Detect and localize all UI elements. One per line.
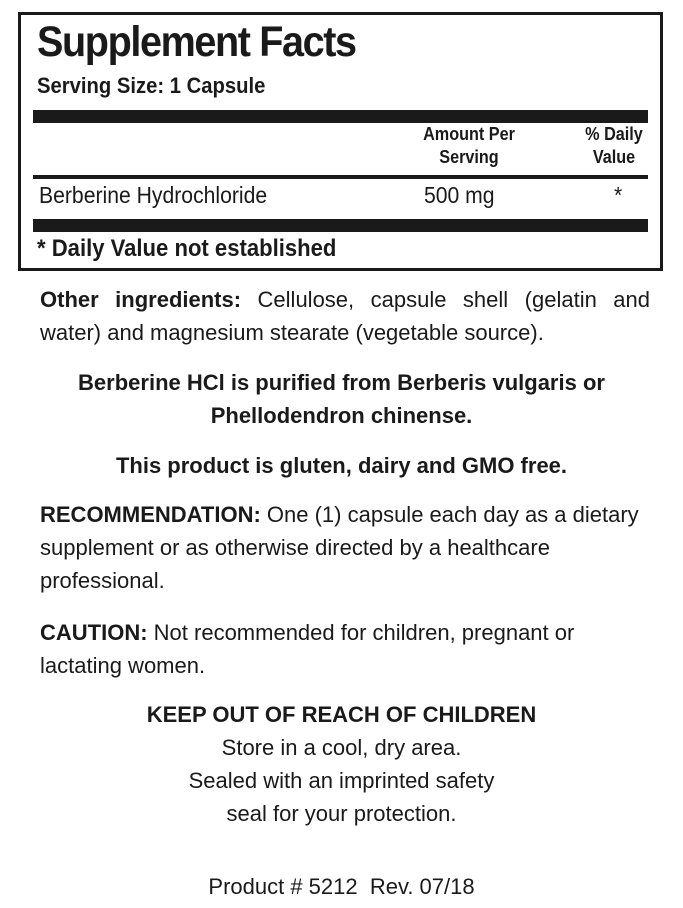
thick-divider-bottom bbox=[33, 219, 648, 232]
source-note bbox=[20, 366, 663, 432]
storage-line1: Store in a cool, dry area. bbox=[221, 735, 462, 760]
thick-divider-top bbox=[33, 110, 648, 123]
amount-per-serving-header bbox=[406, 123, 532, 169]
source-note-line2: Phellodendron chinense. bbox=[210, 403, 473, 428]
serving-size: Serving Size: 1 Capsule bbox=[37, 73, 266, 98]
other-ingredients-label: Other ingredients: bbox=[40, 287, 242, 312]
caution bbox=[40, 616, 650, 682]
thin-divider bbox=[33, 175, 648, 179]
ingredient-daily-value: * bbox=[614, 182, 623, 208]
dv-header-line2: Value bbox=[592, 147, 636, 167]
amount-header-line2: Serving bbox=[439, 147, 499, 167]
ingredient-amount: 500 mg bbox=[424, 182, 495, 208]
daily-value-header bbox=[569, 123, 659, 169]
facts-title: Supplement Facts bbox=[37, 18, 356, 66]
storage-line3: seal for your protection. bbox=[226, 801, 457, 826]
recommendation bbox=[40, 498, 650, 597]
product-number: Product # 5212 Rev. 07/18 bbox=[208, 874, 475, 899]
daily-value-footnote: * Daily Value not established bbox=[37, 235, 337, 262]
allergen-statement: This product is gluten, dairy and GMO free. bbox=[115, 453, 568, 478]
ingredient-name: Berberine Hydrochloride bbox=[39, 182, 268, 208]
source-note-line1: Berberine HCl is purified from Berberis vulgaris or bbox=[78, 370, 605, 395]
recommendation-text: One (1) capsule each day as a dietary supplement or as otherwise directed by a healthcare professional. bbox=[40, 502, 639, 593]
caution-text: Not recommended for children, pregnant or lactating women. bbox=[40, 620, 575, 678]
keep-out-of-reach-heading: KEEP OUT OF REACH OF CHILDREN bbox=[146, 702, 537, 727]
other-ingredients bbox=[40, 283, 650, 349]
recommendation-label: RECOMMENDATION: bbox=[40, 502, 261, 527]
supplement-facts-panel bbox=[18, 12, 663, 271]
amount-header-line1: Amount Per bbox=[423, 124, 515, 144]
storage-line2: Sealed with an imprinted safety bbox=[188, 768, 495, 793]
caution-label: CAUTION: bbox=[40, 620, 148, 645]
dv-header-line1: % Daily bbox=[585, 124, 643, 144]
other-ingredients-text: Cellulose, capsule shell (gelatin and water) and magnesium stearate (vegetable source). bbox=[40, 287, 651, 345]
storage-instructions bbox=[20, 698, 663, 830]
